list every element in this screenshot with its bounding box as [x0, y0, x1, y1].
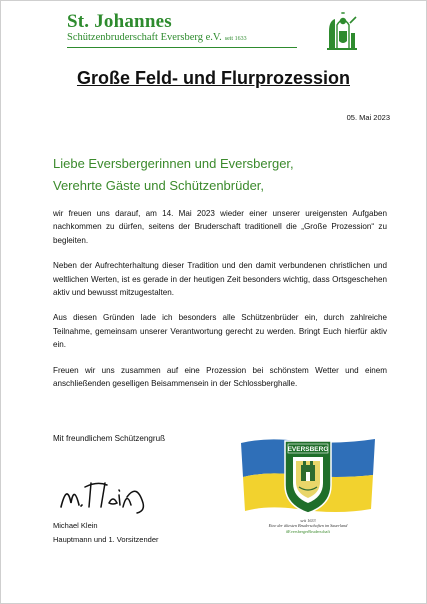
signer-name: Michael Klein	[53, 521, 98, 530]
letter-date: 05. Mai 2023	[346, 113, 390, 122]
greeting-line-2: Verehrte Gäste und Schützenbrüder,	[53, 178, 265, 193]
badge-text: EVERSBERG	[287, 446, 329, 453]
letter-body	[53, 207, 387, 402]
paragraph-2: Neben der Aufrechterhaltung dieser Tradition und den damit verbundenen christlichen und weltlichen Werten, ist es gerade in der heutigen Zeit besonders wichtig, dass Ortsgeschehen aktiv und bewusst mitzugestalten.	[53, 261, 387, 298]
org-name: St. Johannes	[67, 11, 172, 32]
handwritten-signature	[57, 473, 153, 517]
ukraine-flag-emblem	[237, 435, 379, 515]
signer-role: Hauptmann und 1. Vorsitzender	[53, 534, 159, 544]
letterhead-rule	[67, 47, 297, 48]
emblem-caption	[237, 518, 379, 534]
emblem-caption-text: Eine der ältesten Bruderschaften im Sauerland	[268, 523, 348, 529]
eversberg-badge-icon	[285, 441, 331, 513]
greeting-line-1: Liebe Eversbergerinnen und Eversberger,	[53, 156, 294, 171]
letterhead	[67, 11, 363, 49]
org-subtitle	[67, 32, 247, 43]
closing: Mit freundlichem Schützengruß	[53, 434, 166, 443]
org-since: seit 1633	[224, 36, 247, 42]
paragraph-1: wir freuen uns darauf, am 14. Mai 2023 wieder einer unserer ureigensten Aufgaben nachkommen zu dürfen, seitens der Bruderschaft traditionell die „Große Prozession“ zu begleiten.	[53, 209, 387, 245]
emblem-caption-hashtag: #EversbergerBruderschaft	[286, 528, 330, 534]
greeting	[53, 153, 294, 197]
paragraph-3: Aus diesen Gründen lade ich besonders alle Schützenbrüder ein, durch zahlreiche Teilnahme, gemeinsam unserer Verantwortung gerecht zu werden. Bringt Euch hierfür aktiv ein.	[53, 313, 387, 350]
paragraph-4: Freuen wir uns zusammen auf eine Prozession bei schönstem Wetter und einem anschließenden geselligen Beisammensein in der Schlossberghalle.	[53, 365, 387, 389]
letter-title: Große Feld- und Flurprozession	[76, 68, 350, 88]
org-subtitle-text: Schützenbruderschaft Eversberg e.V.	[67, 32, 222, 43]
signer-block	[53, 519, 158, 546]
knight-crest-icon	[323, 11, 361, 51]
emblem-caption-since: seit 1633	[300, 518, 316, 523]
